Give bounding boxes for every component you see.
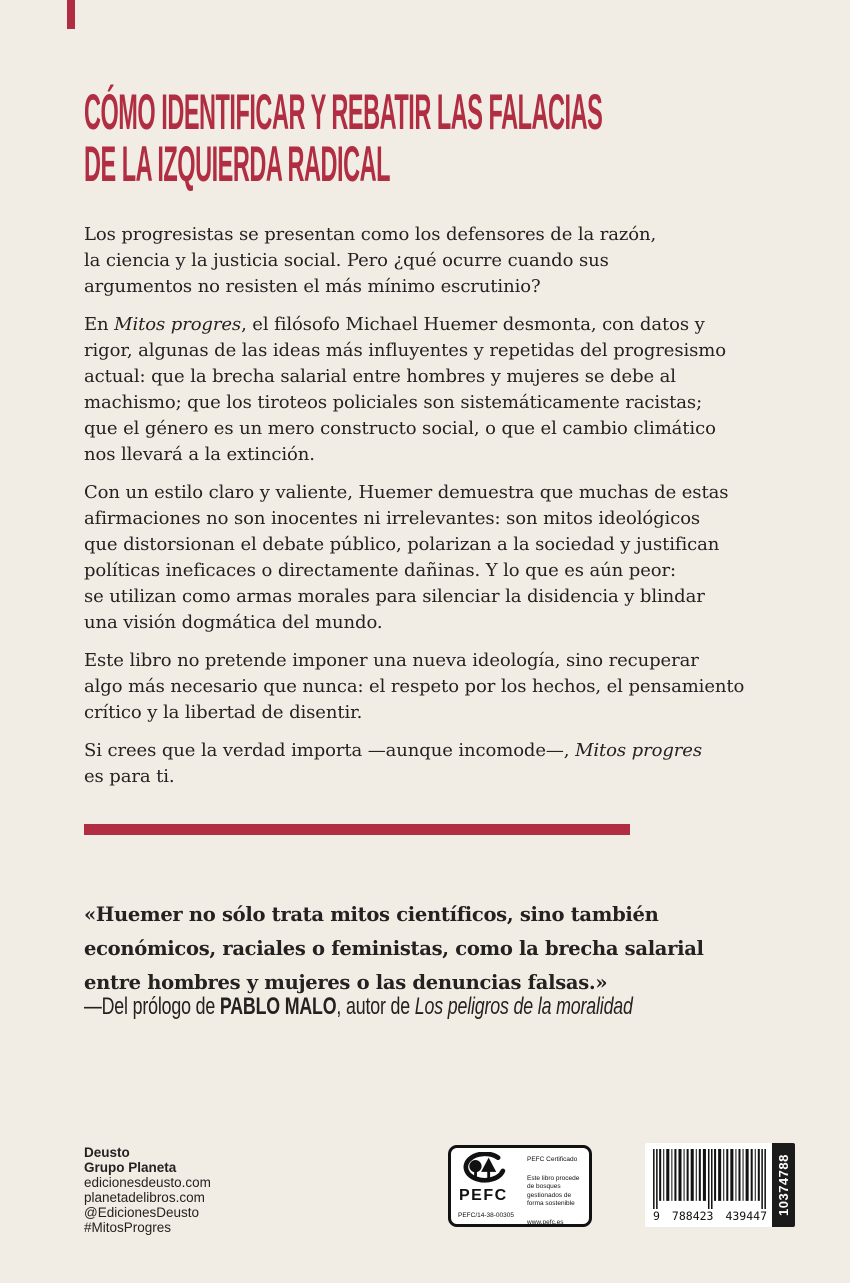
p4-line2: algo más necesario que nunca: el respeto por los hechos, el pensamiento — [84, 676, 745, 697]
paragraph-2 — [84, 312, 804, 468]
headline-line2: DE LA IZQUIERDA RADICAL — [84, 136, 390, 192]
attr-prefix: —Del prólogo de — [84, 993, 220, 1020]
p3-line2: afirmaciones no son inocentes ni irrelevantes: son mitos ideológicos — [84, 508, 701, 529]
barcode-side-strip — [772, 1143, 795, 1227]
p2-line1-post: , el filósofo Michael Huemer desmonta, con datos y — [241, 314, 705, 335]
p2-line5: que el género es un mero constructo social, o que el cambio climático — [84, 418, 716, 439]
p3-line5: se utilizan como armas morales para silenciar la disidencia y blindar — [84, 586, 705, 607]
paragraph-5 — [84, 738, 804, 790]
body-copy — [84, 222, 804, 802]
attr-middle: , autor de — [336, 993, 415, 1020]
pefc-certified-label: PEFC Certificado — [527, 1156, 578, 1163]
p3-line6: una visión dogmática del mundo. — [84, 612, 383, 633]
attr-author-name: PABLO MALO — [219, 993, 337, 1020]
red-divider-bar — [84, 824, 630, 835]
p4-line1: Este libro no pretende imponer una nueva ideología, sino recuperar — [84, 650, 699, 671]
publisher-hashtag: #MitosProgres — [84, 1220, 172, 1235]
p3-line4: políticas ineficaces o directamente dañinas. Y lo que es aún peor: — [84, 560, 676, 581]
pefc-url: www.pefc.es — [527, 1218, 564, 1226]
publisher-block — [84, 1145, 211, 1235]
pefc-trees-icon — [460, 1152, 506, 1186]
barcode-ref-number: 10374788 — [776, 1154, 791, 1216]
p2-line4: machismo; que los tiroteos policiales son sistemáticamente racistas; — [84, 392, 703, 413]
endorsement-quote — [84, 898, 784, 1000]
isbn-group-right: 439447 — [725, 1209, 767, 1223]
publisher-website-2: planetadelibros.com — [84, 1190, 205, 1205]
p1-line1: Los progresistas se presentan como los defensores de la razón, — [84, 224, 657, 245]
quote-line2: económicos, raciales o feministas, como la brecha salarial — [84, 937, 704, 960]
p2-line1-pre: En — [84, 314, 115, 335]
book-title-italic-2: Mitos progres — [575, 740, 702, 761]
p2-line2: rigor, algunas de las ideas más influyentes y repetidas del progresismo — [84, 340, 726, 361]
isbn-check-digit: 9 — [653, 1209, 660, 1223]
pefc-wordmark: PEFC — [459, 1187, 508, 1204]
pefc-certification-label — [448, 1145, 592, 1227]
isbn-group-left: 788423 — [671, 1209, 714, 1223]
paragraph-3 — [84, 480, 804, 636]
pefc-left-column — [458, 1152, 518, 1205]
p2-line3: actual: que la brecha salarial entre hombres y mujeres se debe al — [84, 366, 676, 387]
p1-line3: argumentos no resisten el más mínimo escrutinio? — [84, 276, 541, 297]
quote-attribution — [84, 993, 633, 1021]
barcode-bars-icon — [653, 1149, 767, 1209]
attr-book-title: Los peligros de la moralidad — [414, 993, 633, 1020]
publisher-group: Grupo Planeta — [84, 1160, 177, 1175]
book-title-italic: Mitos progres — [114, 314, 242, 335]
p2-line6: nos llevará a la extinción. — [84, 444, 315, 465]
p4-line3: crítico y la libertad de disentir. — [84, 702, 363, 723]
pefc-right-column — [527, 1156, 585, 1227]
publisher-social-handle: @EdicionesDeusto — [84, 1205, 200, 1220]
p3-line3: que distorsionan el debate público, polarizan a la sociedad y justifican — [84, 534, 720, 555]
pefc-cert-code: PEFC/14-38-00305 — [458, 1212, 515, 1219]
publisher-brand: Deusto — [84, 1145, 130, 1160]
pefc-claim-text: Este libro procede de bosques gestionados de forma sostenible — [527, 1174, 580, 1207]
p1-line2: la ciencia y la justicia social. Pero ¿qué ocurre cuando sus — [84, 250, 609, 271]
paragraph-4 — [84, 648, 804, 726]
p3-line1: Con un estilo claro y valiente, Huemer demuestra que muchas de estas — [84, 482, 729, 503]
barcode — [645, 1143, 795, 1227]
publisher-website-1: edicionesdeusto.com — [84, 1175, 211, 1190]
p5-line1-pre: Si crees que la verdad importa —aunque incomode—, — [84, 740, 576, 761]
headline-line1: CÓMO IDENTIFICAR Y REBATIR LAS FALACIAS — [84, 84, 603, 140]
quote-line1: «Huemer no sólo trata mitos científicos, sino también — [84, 903, 659, 926]
isbn-number — [653, 1209, 767, 1223]
headline — [84, 86, 850, 190]
spine-red-mark — [67, 0, 75, 29]
p5-line2: es para ti. — [84, 766, 175, 787]
paragraph-1 — [84, 222, 804, 300]
quote-line3: entre hombres y mujeres o las denuncias falsas.» — [84, 971, 608, 994]
